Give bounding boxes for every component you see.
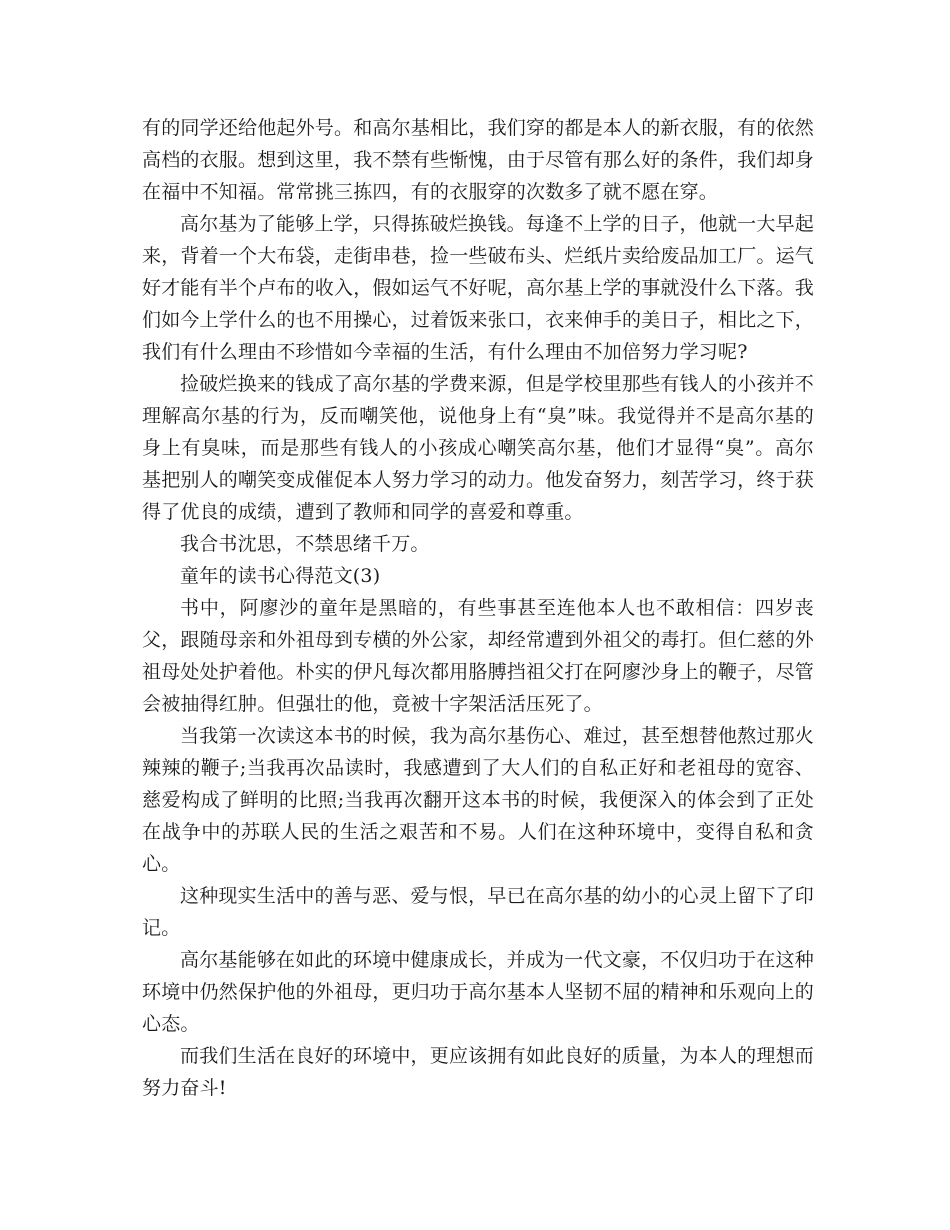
paragraph-3: 捡破烂换来的钱成了高尔基的学费来源，但是学校里那些有钱人的小孩并不理解高尔基的行为，反而嘲笑他，说他身上有“臭”味。我觉得并不是高尔基的身上有臭味，而是那些有钱人的小孩成心嘲笑高尔基，他们才显得“臭”。高尔基把别人的嘲笑变成催促本人努力学习的动力。他发奋努力，刻苦学习，终于获得了优良的成绩，遭到了教师和同学的喜爱和尊重。 bbox=[142, 373, 815, 523]
paragraph-2: 高尔基为了能够上学，只得拣破烂换钱。每逢不上学的日子，他就一大早起来，背着一个大布袋，走街串巷，捡一些破布头、烂纸片卖给废品加工厂。运气好才能有半个卢布的收入，假如运气不好呢，高尔基上学的事就没什么下落。我们如今上学什么的也不用操心，过着饭来张口，衣来伸手的美日子，相比之下，我们有什么理由不珍惜如今幸福的生活，有什么理由不加倍努力学习呢? bbox=[142, 213, 815, 363]
paragraph-4: 我合书沈思，不禁思绪千万。 bbox=[180, 533, 430, 555]
paragraph-7: 当我第一次读这本书的时候，我为高尔基伤心、难过，甚至想替他熬过那火辣辣的鞭子;当我再次品读时，我感遭到了大人们的自私正好和老祖母的宽容、慈爱构成了鲜明的比照;当我再次翻开这本书的时候，我便深入的体会到了正处在战争中的苏联人民的生活之艰苦和不易。人们在这种环境中，变得自私和贪心。 bbox=[142, 725, 814, 875]
document-body bbox=[142, 112, 814, 1104]
paragraph-8: 这种现实生活中的善与恶、爱与恨，早已在高尔基的幼小的心灵上留下了印记。 bbox=[142, 885, 814, 939]
paragraph-6: 书中，阿廖沙的童年是黑暗的，有些事甚至连他本人也不敢相信：四岁丧父，跟随母亲和外祖母到专横的外公家，却经常遭到外祖父的毒打。但仁慈的外祖母处处护着他。朴实的伊凡每次都用胳膊挡祖父打在阿廖沙身上的鞭子，尽管会被抽得红肿。但强壮的他，竟被十字架活活压死了。 bbox=[142, 597, 815, 715]
paragraph-9: 高尔基能够在如此的环境中健康成长，并成为一代文豪，不仅归功于在这种环境中仍然保护他的外祖母，更归功于高尔基本人坚韧不屈的精神和乐观向上的心态。 bbox=[142, 949, 815, 1035]
section-heading: 童年的读书心得范文(3) bbox=[180, 565, 381, 587]
paragraph-1: 有的同学还给他起外号。和高尔基相比，我们穿的都是本人的新衣服，有的依然高档的衣服。想到这里，我不禁有些惭愧，由于尽管有那么好的条件，我们却身在福中不知福。常常挑三拣四，有的衣服穿的次数多了就不愿在穿。 bbox=[142, 117, 815, 203]
paragraph-10: 而我们生活在良好的环境中，更应该拥有如此良好的质量，为本人的理想而努力奋斗! bbox=[142, 1045, 814, 1099]
